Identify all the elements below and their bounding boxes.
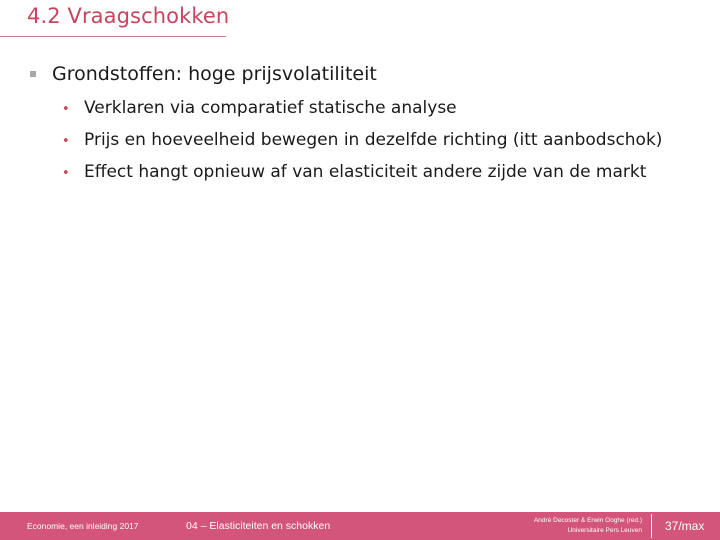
- main-bullet: [30, 63, 377, 85]
- sub-bullet: [62, 162, 662, 194]
- main-bullet-text: Grondstoffen: hoge prijsvolatiliteit: [52, 63, 377, 85]
- footer-authors-line1: André Decoster & Erwin Ooghe (red.): [533, 517, 642, 524]
- sub-bullet-text: Prijs en hoeveelheid bewegen in dezelfde richting (itt aanbodschok): [84, 130, 663, 150]
- dot-bullet-icon: •: [62, 166, 70, 181]
- footer-authors-line2: Universitaire Pers Leuven: [567, 527, 642, 534]
- footer-divider: [651, 514, 652, 538]
- footer-authors: [510, 516, 642, 536]
- footer-bar: [0, 512, 720, 540]
- sub-bullet-list: [62, 98, 662, 194]
- page-number: 37/max: [665, 519, 705, 533]
- square-bullet-icon: [30, 71, 36, 77]
- sub-bullet: [62, 98, 662, 130]
- sub-bullet-text: Verklaren via comparatief statische analyse: [84, 98, 457, 118]
- sub-bullet-text: Effect hangt opnieuw af van elasticiteit andere zijde van de markt: [84, 162, 647, 182]
- footer-chapter: 04 – Elasticiteiten en schokken: [186, 520, 331, 532]
- dot-bullet-icon: •: [62, 102, 70, 117]
- title-underline: [0, 36, 226, 37]
- footer-course: Economie, een inleiding 2017: [27, 521, 139, 531]
- dot-bullet-icon: •: [62, 134, 70, 149]
- sub-bullet: [62, 130, 662, 162]
- slide-title: 4.2 Vraagschokken: [27, 4, 230, 28]
